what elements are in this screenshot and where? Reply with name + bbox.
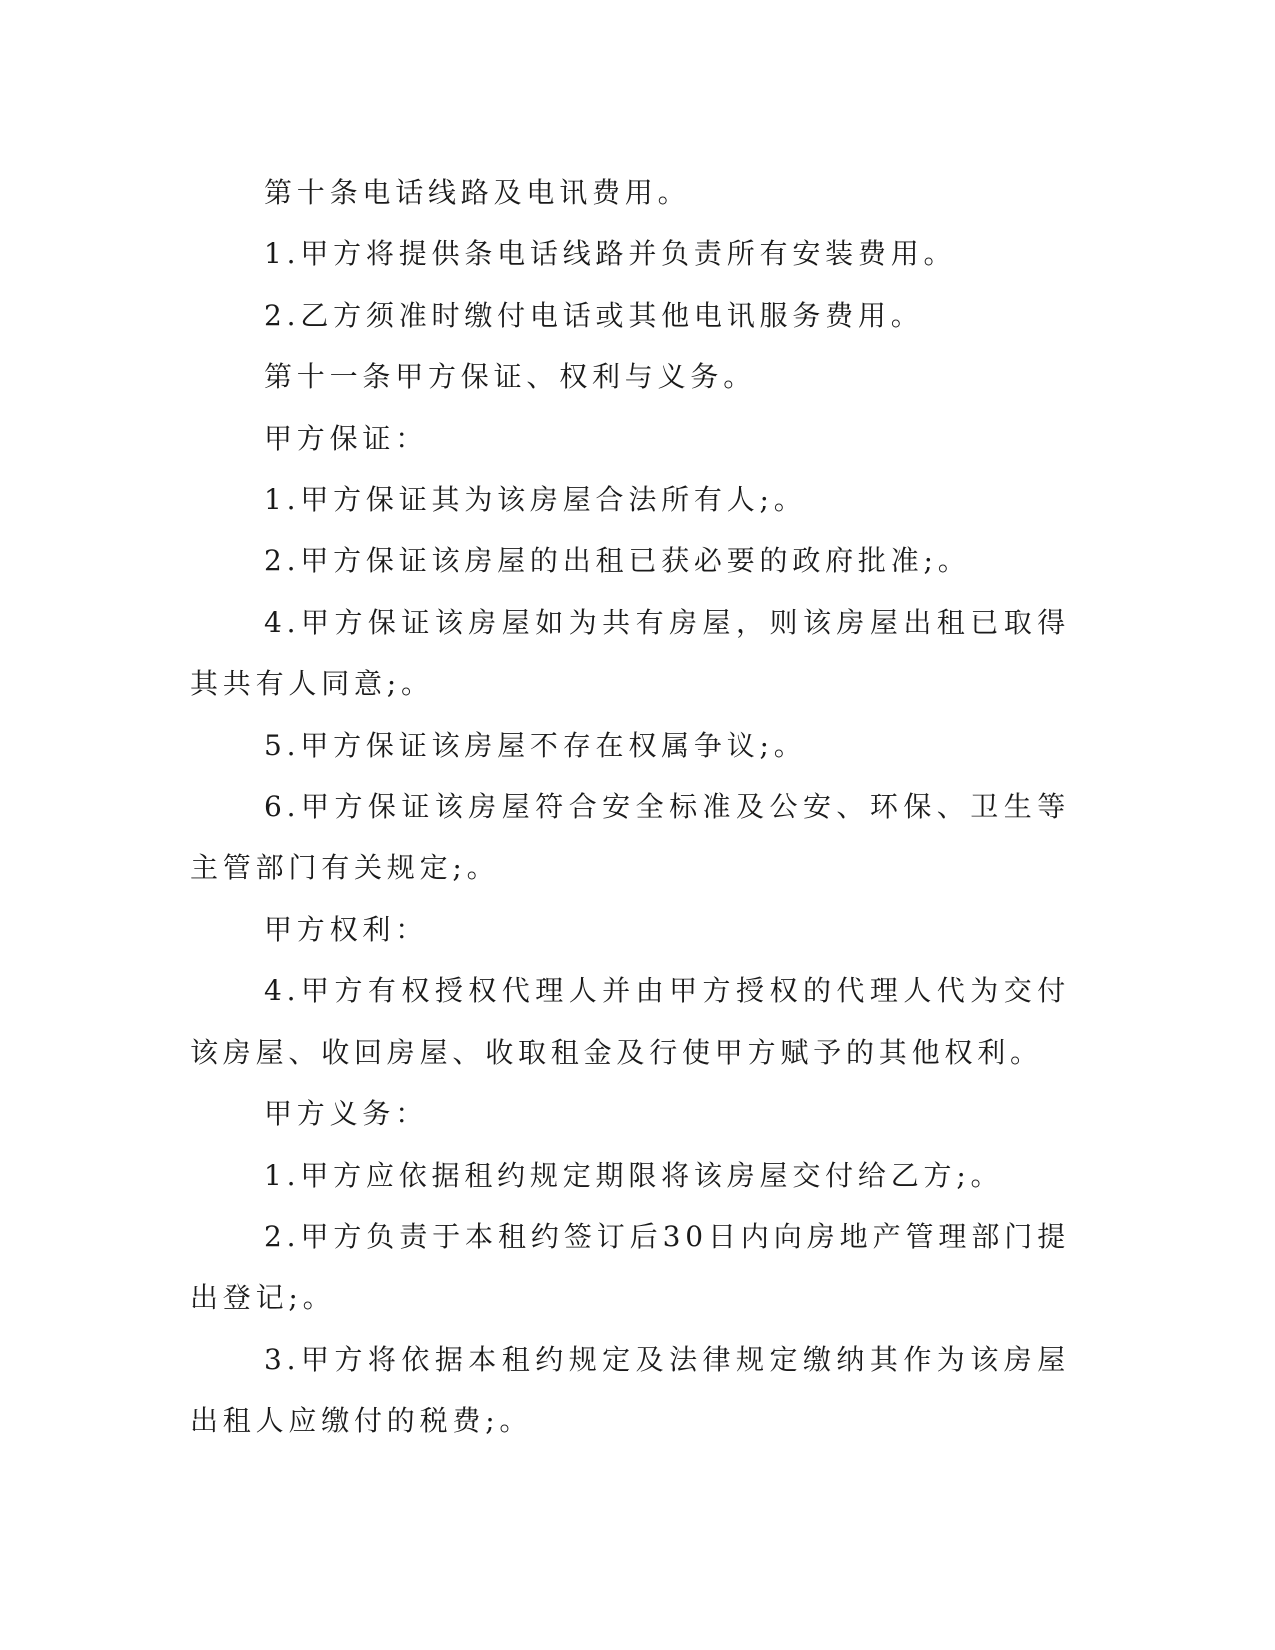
section-heading-11: 第十一条甲方保证、权利与义务。 xyxy=(264,360,757,394)
paragraph: 1.甲方保证其为该房屋合法所有人;。 xyxy=(264,483,807,517)
paragraph: 2.甲方负责于本租约签订后30日内向房地产管理部门提出登记;。 xyxy=(190,1219,1070,1315)
paragraph: 1.甲方将提供条电话线路并负责所有安装费用。 xyxy=(264,237,957,271)
paragraph: 1.甲方应依据租约规定期限将该房屋交付给乙方;。 xyxy=(264,1158,1004,1192)
document-body xyxy=(190,162,1070,1452)
section-heading-10: 第十条电话线路及电讯费用。 xyxy=(264,176,691,209)
subheading-rights: 甲方权利： xyxy=(264,912,429,946)
paragraph: 4.甲方保证该房屋如为共有房屋，则该房屋出租已取得其共有人同意;。 xyxy=(190,605,1070,701)
subheading-obligations: 甲方义务： xyxy=(264,1097,429,1131)
paragraph: 4.甲方有权授权代理人并由甲方授权的代理人代为交付该房屋、收回房屋、收取租金及行使甲方赋予的其他权利。 xyxy=(190,974,1070,1069)
paragraph: 6.甲方保证该房屋符合安全标准及公安、环保、卫生等主管部门有关规定;。 xyxy=(190,790,1070,885)
paragraph: 5.甲方保证该房屋不存在权属争议;。 xyxy=(264,728,807,762)
paragraph: 3.甲方将依据本租约规定及法律规定缴纳其作为该房屋出租人应缴付的税费;。 xyxy=(190,1342,1070,1438)
paragraph: 2.甲方保证该房屋的出租已获必要的政府批准;。 xyxy=(264,544,971,578)
paragraph: 2.乙方须准时缴付电话或其他电讯服务费用。 xyxy=(264,298,924,332)
subheading-guarantee: 甲方保证： xyxy=(264,421,429,455)
